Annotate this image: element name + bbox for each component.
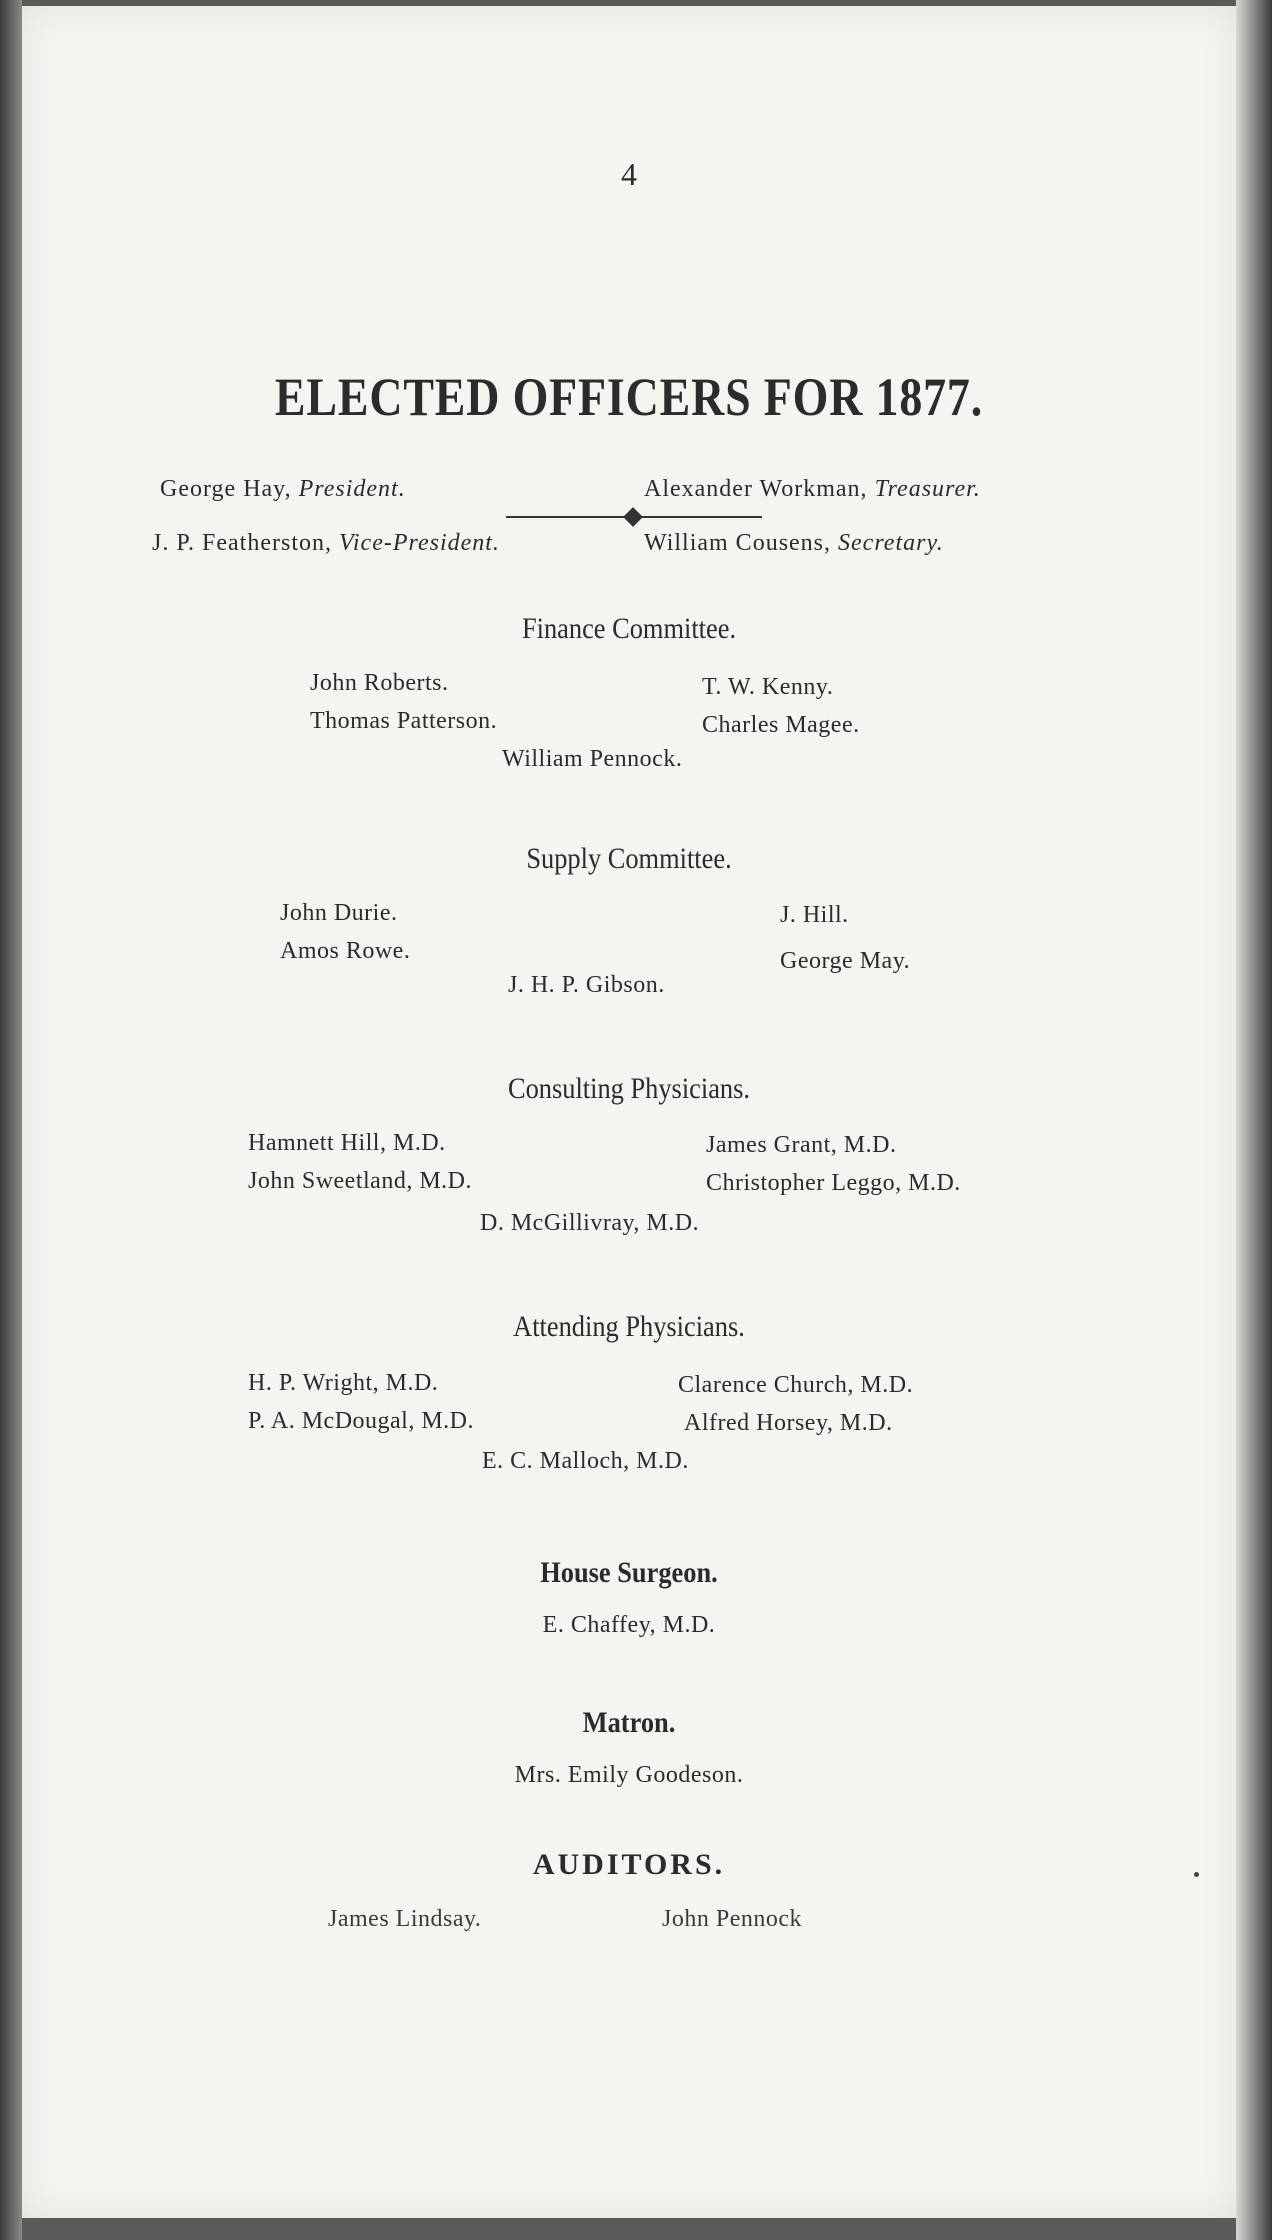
document-page <box>22 6 1236 2218</box>
committee-member: J. H. P. Gibson. <box>508 972 665 998</box>
physician: H. P. Wright, M.D. <box>248 1370 439 1396</box>
officer-role: Vice-President. <box>339 530 500 556</box>
officer-role: President. <box>298 476 406 502</box>
officer-role: Treasurer. <box>874 476 981 502</box>
physician: Alfred Horsey, M.D. <box>684 1410 893 1436</box>
auditor: John Pennock <box>662 1906 802 1932</box>
page-number: 4 <box>621 156 637 192</box>
committee-member: J. Hill. <box>780 902 849 928</box>
supply-committee-heading: Supply Committee. <box>526 842 732 875</box>
auditors-heading: AUDITORS. <box>532 1848 726 1881</box>
committee-member: Charles Magee. <box>702 712 860 738</box>
house-surgeon-heading: House Surgeon. <box>540 1556 718 1589</box>
officer-name: J. P. Featherston, <box>152 530 332 556</box>
book-spine <box>0 0 22 2240</box>
physician: James Grant, M.D. <box>706 1132 897 1158</box>
officer-treasurer <box>644 476 981 503</box>
officer-role: Secretary. <box>838 530 944 556</box>
matron-heading: Matron. <box>582 1706 676 1739</box>
physician: Christopher Leggo, M.D. <box>706 1170 961 1196</box>
finance-committee-heading: Finance Committee. <box>521 612 737 645</box>
physician: John Sweetland, M.D. <box>248 1168 472 1194</box>
auditor: James Lindsay. <box>328 1906 482 1932</box>
physician: D. McGillivray, M.D. <box>480 1210 700 1236</box>
page-title: ELECTED OFFICERS FOR 1877. <box>274 367 984 427</box>
officer-name: William Cousens, <box>644 530 832 556</box>
committee-member: John Durie. <box>280 900 398 926</box>
physician: E. C. Malloch, M.D. <box>482 1448 689 1474</box>
attending-physicians-heading: Attending Physicians. <box>513 1310 745 1343</box>
committee-member: John Roberts. <box>310 670 449 696</box>
committee-member: George May. <box>780 948 911 974</box>
house-surgeon-name: E. Chaffey, M.D. <box>542 1612 716 1638</box>
officer-vice-president <box>152 530 500 557</box>
officer-name: Alexander Workman, <box>644 476 868 502</box>
committee-member: William Pennock. <box>502 746 683 772</box>
ink-speck <box>1194 1872 1199 1877</box>
committee-member: Amos Rowe. <box>280 938 411 964</box>
physician: Hamnett Hill, M.D. <box>248 1130 446 1156</box>
officer-president <box>160 476 406 503</box>
officer-name: George Hay, <box>160 476 292 502</box>
officer-secretary <box>644 530 944 557</box>
matron-name: Mrs. Emily Goodeson. <box>514 1762 744 1788</box>
committee-member: T. W. Kenny. <box>702 674 834 700</box>
physician: P. A. McDougal, M.D. <box>248 1408 475 1434</box>
physician: Clarence Church, M.D. <box>678 1372 914 1398</box>
page-edge <box>1236 0 1272 2240</box>
divider-ornament-icon <box>623 507 643 527</box>
committee-member: Thomas Patterson. <box>310 708 498 734</box>
consulting-physicians-heading: Consulting Physicians. <box>507 1072 751 1105</box>
